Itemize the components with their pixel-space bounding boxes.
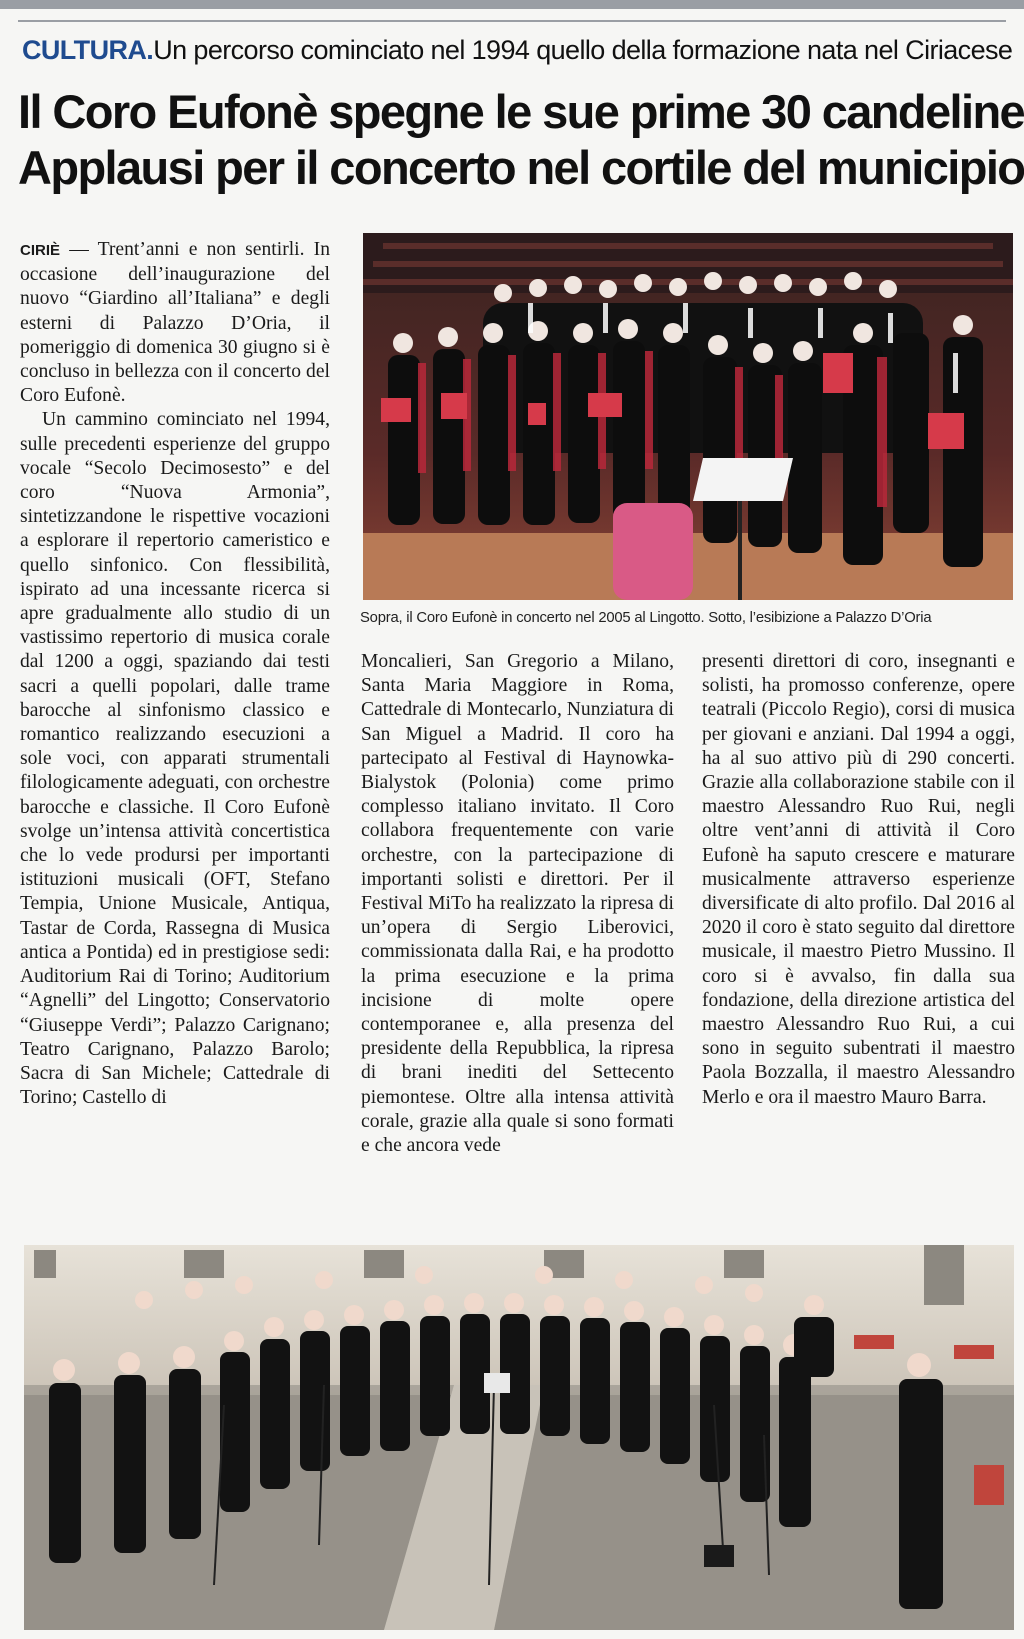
headline bbox=[18, 84, 1024, 196]
article-column-3 bbox=[702, 650, 1015, 1110]
column-2-text: Moncalieri, San Gregorio a Milano, Santa Maria Maggiore in Roma, Cattedrale di Montecarlo, Nunziatura di San Miguel a Madrid. Il coro ha partecipato al Festival di Haynowka-Bialystok (Polonia) come primo complesso italiano invitato. Il Coro collabora frequentemente con varie orchestre, con la partecipazione di importanti solisti e direttori. Per il Festival MiTo ha realizzato la ripresa di un’opera di Sergio Liberovici, commissionata dalla Rai, e ha prodotto la prima esecuzione e la prima incisione di molte opere contemporanee e, alla presenza del presidente della Repubblica, la ripresa di brani inediti del Settecento piemontese. Oltre alla intensa attività corale, grazie alla quale si sono formati e che ancora vede bbox=[361, 651, 674, 1157]
paragraph-1-text: — Trent’anni e non sentirli. In occasione dell’inaugurazione del nuovo “Giardino all’Italiana” e degli esterni di Palazzo D’Oria, il pomeriggio di domenica 30 giugno si è concluso in bellezza con il concerto del Coro Eufonè. bbox=[20, 239, 330, 407]
section-label: CULTURA. bbox=[22, 35, 154, 65]
dateline: CIRIÈ bbox=[20, 242, 61, 259]
headline-line-1: Il Coro Eufonè spegne le sue prime 30 candeline bbox=[18, 85, 1024, 138]
photo-lingotto-concert bbox=[363, 233, 1013, 600]
article-column-2 bbox=[361, 650, 674, 1158]
top-rule-line bbox=[18, 20, 1006, 22]
kicker-subtitle: Un percorso cominciato nel 1994 quello della formazione nata nel Ciriacese bbox=[153, 35, 1013, 65]
top-rule-bar bbox=[0, 0, 1024, 9]
headline-line-2: Applausi per il concerto nel cortile del municipio bbox=[18, 141, 1024, 194]
photo-caption: Sopra, il Coro Eufonè in concerto nel 2005 al Lingotto. Sotto, l’esibizione a Palazzo D’Oria bbox=[360, 610, 932, 626]
photo-lingotto-illustration bbox=[363, 233, 1013, 600]
article-paragraph-2: Un cammino cominciato nel 1994, sulle precedenti esperienze del gruppo vocale “Secolo Decimosesto” e del coro “Nuova Armonia”, sintetizzandone le rispettive vocazioni a esplorare il repertorio cameristico e quello sinfonico. Con flessibilità, ispirato ad una incessante ricerca si apre gradualmente allo studio di un vastissimo repertorio di musica corale dal 1200 a oggi, spaziando dai testi sacri a quelli popolari, dalle trame barocche al sinfonismo classico e romantico realizzando esecuzioni a sole voci, con apparati strumentali filologicamente adeguati, con orchestre barocche e classiche. Il Coro Eufonè svolge un’intensa attività concertistica che lo vede prodursi per importanti istituzioni musicali (OFT, Stefano Tempia, Unione Musicale, Antiqua, Tastar de Corda, Rassegna di Musica antica a Pontida) ed in prestigiose sedi: Auditorium Rai di Torino; Auditorium “Agnelli” del Lingotto; Conservatorio “Giuseppe Verdi”; Palazzo Carignano; Teatro Carignano, Palazzo Barolo; Sacra di San Michele; Cattedrale di Torino; Castello di bbox=[20, 409, 330, 1109]
column-3-text: presenti direttori di coro, insegnanti e solisti, ha promosso conferenze, opere teatrali (Piccolo Regio), corsi di musica per giovani e anziani. Dal 1994 a oggi, ha al suo attivo più di 290 concerti. Grazie alla collaborazione stabile con il maestro Alessandro Ruo Rui, negli oltre vent’anni di attività il Coro Eufonè ha saputo crescere e maturare musicalmente attraverso esperienze diversificate di alto profilo. Dal 2016 al 2020 il coro è stato seguito dal direttore musicale, il maestro Pietro Mussino. Il coro si è avvalso, fin dalla sua fondazione, della direzione artistica del maestro Alessandro Ruo Rui, a cui sono in seguito subentrati il maestro Paola Bozzalla, il maestro Alessandro Merlo e ora il maestro Mauro Barra. bbox=[702, 651, 1015, 1108]
photo-palazzo-doria bbox=[24, 1245, 1014, 1630]
photo-palazzo-doria-illustration bbox=[24, 1245, 1014, 1630]
kicker bbox=[22, 34, 1012, 66]
article-paragraph-1 bbox=[20, 238, 330, 408]
article-column-1 bbox=[20, 238, 330, 1110]
